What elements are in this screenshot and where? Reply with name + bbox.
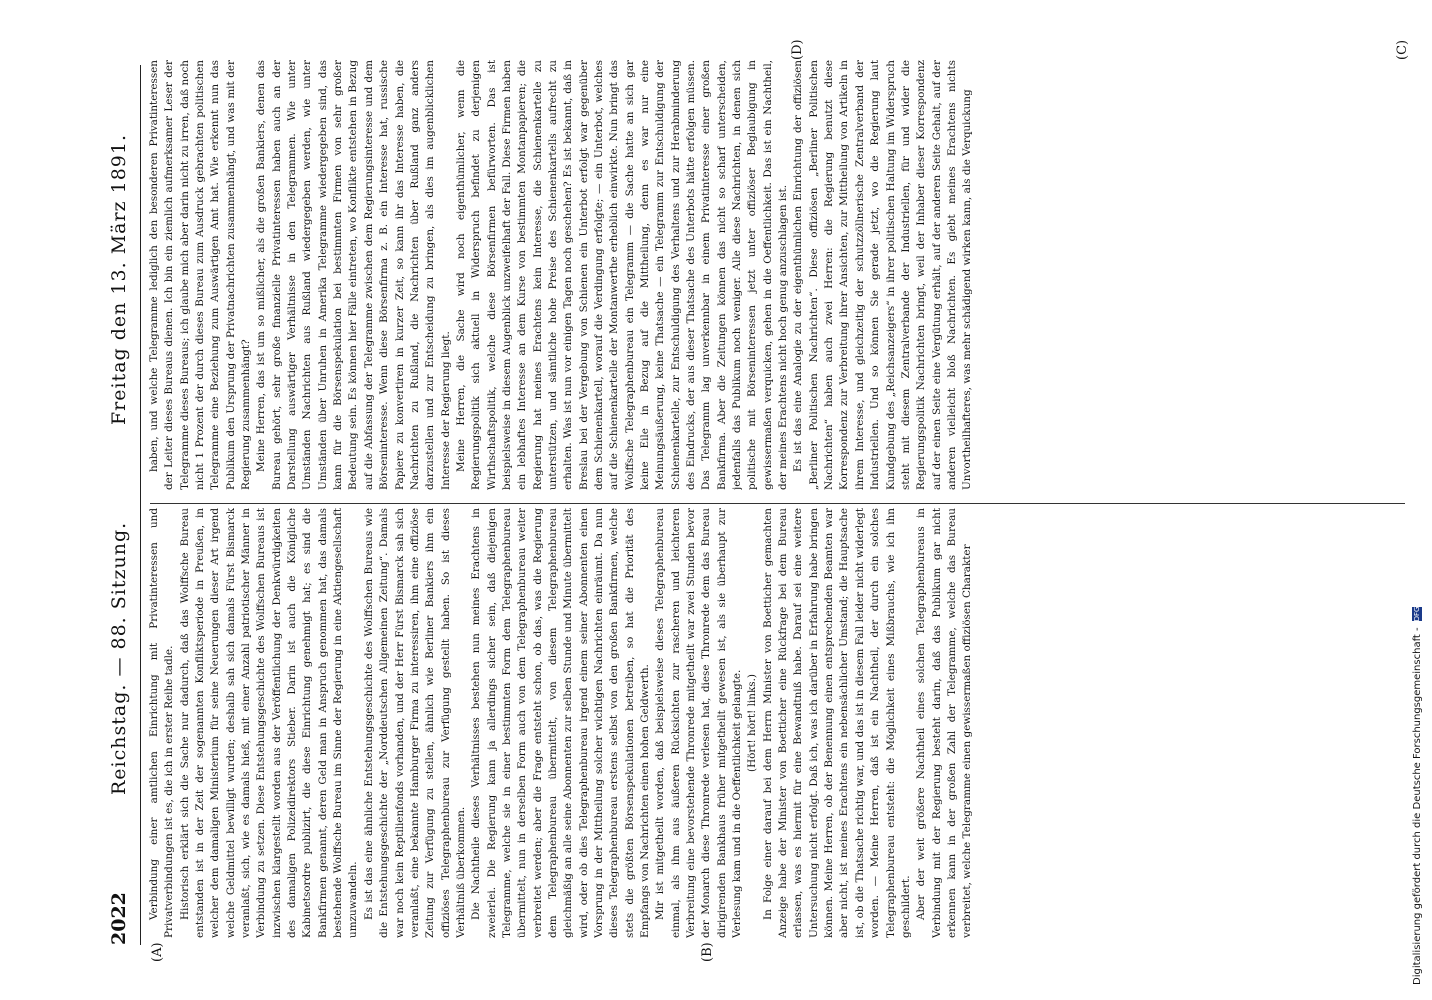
margin-marker-c: (C) <box>1395 39 1410 60</box>
header-date: Freitag den 13. März 1891. <box>108 134 130 425</box>
header-session: Reichstag. — 88. Sitzung. <box>108 521 130 795</box>
interjection: (Hört! hört! links.) <box>746 674 759 772</box>
paragraph: Es ist das eine Analogie zu der eigenthümlichen Einrichtung der offiziösen „Berliner Politischen Nachrichten“. Diese offiziösen „Berliner Politischen Nachrichten“ haben auch zwei Herren: die Regierung benutzt diese Korrespondenz zur Verbreitung ihrer Ansichten, zur Mittheilung von Artikeln in ihrem Interesse, und gleichzeitig der schutzzöllnerische Zentralverband der Industriellen. Und so können Sie gerade jetzt, wo die Regierung laut Kundgebung des „Reichsanzeigers“ in ihrer politischen Haltung im Widerspruch steht mit diesem Zentralverbande der Industriellen, für und wider die Regierungspolitik Nachrichten bringt, weil der Inhaber dieser Korrespondenz auf der einen Seite eine Vergütung erhält, auf der anderen Seite Gehalt, auf der anderen vielleicht bloß Nachrichten. Es giebt meines Erachtens nichts Unvortheilhafteres, was mehr schädigend wirken kann, als die Verquickung <box>792 60 974 490</box>
paragraph: Meine Herren, das ist um so mißlicher, als die großen Bankiers, denen das Bureau gehört, sehr große finanzielle Privatinteressen haben auch an der Darstellung auswärtiger Verhältnisse in den Telegrammen. Wie unter Umständen Nachrichten aus Rußland wiedergegeben werden, wie unter Umständen über Unruhen in Amerika Telegramme wiedergegeben sind, das kann für die Börsenspekulation bei bestimmten Firmen von sehr großer Bedeutung sein. Es können hier Fälle eintreten, wo Konflikte entstehen in Bezug auf die Abfassung der Telegramme zwischen dem Regierungsinteresse und dem Börseninteresse. Wenn diese Börsenfirma z. B. ein Interesse hat, russische Papiere zu konvertiren in kurzer Zeit, so kann ihr das Interesse haben, die Nachrichten zu Rußland, die Nachrichten über Rußland ganz anders darzustellen und zur Entscheidung zu bringen, als dies im augenblicklichen Interesse der Regierung liegt. <box>255 60 452 490</box>
footer-text: Digitalisierung gefördert durch die Deutsche Forschungsgemeinschaft - <box>1412 627 1423 985</box>
paragraph: Es ist das eine ähnliche Entstehungsgeschichte des Wolffschen Bureaus wie die Entstehungsgeschichte der „Norddeutschen Allgemeinen Zeitung“. Damals war noch kein Reptilienfonds vorhanden, und der Herr Fürst Bismarck sah sich veranlaßt, eine bekannte Hamburger Firma zu interessiren, ihm eine offiziöse Zeitung zur Verfügung zu stellen, ähnlich wie Berliner Bankiers ihm ein offiziöses Telegraphenbureau zur Verfügung gestellt haben. So ist dieses Verhältniß überkommen. <box>362 508 467 938</box>
paragraph: Verbindung einer amtlichen Einrichtung mit Privatinteressen und Privatverbindungen ist es, die ich in erster Reihe tadle. <box>148 508 176 938</box>
margin-marker-d: (D) <box>790 39 805 60</box>
paragraph: Historisch erklärt sich die Sache nur dadurch, daß das Wolffsche Bureau entstanden ist in der Zeit der sogenannten Konfliktsperiode in Preußen, in welcher dem damaligen Ministerium für seine Neuerungen dieser Art irgend welche Geldmittel bewilligt wurden; deshalb sah sich damals Fürst Bismarck veranlaßt, sich, wie es damals hieß, mit einer Anzahl patriotischer Männer in Verbindung zu setzen. Diese Entstehungsgeschichte des Wolffschen Bureaus ist inzwischen klargestellt worden aus der Veröffentlichung der Denkwürdigkeiten des damaligen Polizeidirektors Stieber. Darin ist auch die Königliche Kabinetsordre publizirt, die diese Einrichtung genehmigt hat; es sind die Bankfirmen genannt, deren Geld man in Anspruch genommen hat, das damals bestehende Wolffsche Bureau im Sinne der Regierung in eine Aktiengesellschaft umzuwandeln. <box>178 508 360 938</box>
margin-marker-a: (A) <box>150 942 165 962</box>
column-divider <box>150 503 1405 504</box>
paragraph: Meine Herren, die Sache wird noch eigenthümlicher, wenn die Regierungspolitik sich aktuell in Widerspruch befindet zu derjenigen Wirthschaftspolitik, welche diese Börsenfirmen befürworten. Das ist beispielsweise in diesem Augenblick unzweifelhaft der Fall. Diese Firmen haben ein lebhaftes Interesse an dem Kurse von bestimmten Montanpapieren; die Regierung hat meines Erachtens kein Interesse, die Schienenkartelle zu unterstützen, und sämtliche hohe Preise des Schienenkartells aufrecht zu erhalten. Was ist nun vor einigen Tagen noch geschehen? Es ist bekannt, daß in Breslau bei der Vergebung von Schienen ein Unterbot erfolgt war gegenüber dem Schienenkartell, worauf die Verdingung erfolgte; — ein Unterbot, welches auf die Schienenkartelle der Montanwerthe erheblich einwirkte. Nun bringt das Wolffsche Telegraphenbureau ein Telegramm — die Sache hatte an sich gar keine Eile in Bezug auf die Mittheilung, denn es war nur eine Meinungsäußerung, keine Thatsache — ein Telegramm zur Entschuldigung der Schienenkartelle, zur Entschuldigung des Verhaltens und zur Herabminderung des Eindrucks, der aus dieser Thatsache des Unterbots hätte erfolgen müssen. Das Telegramm lag unverkennbar in einem Privatinteresse einer großen Bankfirma. Aber die Zeitungen können das nicht so scharf unterscheiden, jedenfalls das Publikum noch weniger. Alle diese Nachrichten, in denen sich politische mit Börseninteressen jetzt unter offiziöser Beglaubigung in gewissermaßen verquicken, gehen in die Oeffentlichkeit. Das ist ein Nachtheil, der meines Erachtens nicht hoch genug anzuschlagen ist. <box>454 60 790 490</box>
right-column <box>147 60 1402 490</box>
header-rule <box>140 65 141 945</box>
page-number: 2022 <box>108 892 130 945</box>
dfg-logo: DFG <box>1413 606 1421 622</box>
paragraph: Die Nachtheile dieses Verhältnisses bestehen nun meines Erachtens in zweierlei. Die Regierung kann ja allerdings sicher sein, daß diejenigen Telegramme, welche sie in einer bestimmten Form dem Telegraphenbureau übermittelt, nun in derselben Form auch von dem Telegraphenbureau weiter verbreitet werden; aber die Frage entsteht schon, ob das, was die Regierung dem Telegraphenbureau übermittelt, von diesem Telegraphenbureau gleichmäßig an alle seine Abonnenten zur selben Stunde und Minute übermittelt wird, oder ob dies Telegraphenbureau irgend einem seiner Abonnenten einen Vorsprung in der Mittheilung solcher wichtigen Nachrichten einräumt. Da nun dieses Telegraphenbureau erstens selbst von den großen Bankfirmen, welche stets die größten Börsenspekulationen betreiben, so hat die Priorität des Empfangs von Nachrichten einen hohen Geldwerth. <box>470 508 651 938</box>
paragraph: In Folge einer darauf bei dem Herrn Minister von Boetticher gemachten Anzeige habe der Minister von Boetticher eine Rückfrage bei dem Bureau erlassen, was es hiermit für eine Bewandtniß habe. Darauf sei eine weitere Untersuchung nicht erfolgt. Daß ich, was ich darüber in Erfahrung habe bringen können. Meine Herren, ob der Benennung einen entsprechenden Beamten war aber nicht, ist meines Erachtens ein nebensächlicher Umstand; die Hauptsache ist, ob die Thatsache richtig war, und das ist in diesem Fall leider nicht widerlegt worden. — Meine Herren, daß ist ein Nachtheil, der durch ein solches Telegraphenbureau entsteht: die Möglichkeit eines Mißbrauchs, wie ich ihn geschildert. <box>761 508 912 938</box>
left-column <box>147 508 1402 938</box>
paragraph: Mir ist mitgetheilt worden, daß beispielsweise dieses Telegraphenbureau einmal, als ihm aus äußeren Rücksichten zur rascheren und leichteren Verbreitung eine bevorstehende Thronrede mitgetheilt war zwei Stunden bevor der Monarch diese Thronrede verlesen hat, diese Thronrede dem das Bureau dirigirenden Bankhaus früher mitgetheilt gewesen ist, als sie überhaupt zur Verlesung kam und in die Oeffentlichkeit gelangte. <box>654 508 744 938</box>
page-header <box>108 55 138 945</box>
margin-marker-b: (B) <box>700 942 715 962</box>
footer-credit <box>1412 85 1423 985</box>
paragraph: Aber der weit größere Nachtheil eines solchen Telegraphenbureaus in Verbindung mit der Regierung besteht darin, daß das Publikum gar nicht erkennen kann in der großen Zahl der Telegramme, welche das Bureau verbreitet, welche Telegramme einen gewissermaßen offiziösen Charakter <box>915 508 974 938</box>
paragraph: haben, und welche Telegramme lediglich den besonderen Privatinteressen der Leiter dieses Bureaus dienen. Ich bin ein ziemlich aufmerksamer Leser der Telegramme dieses Bureaus; ich glaube mich aber darin nicht zu irren, daß noch nicht 1 Prozent der durch dieses Bureau zum Ausdruck gebrachten politischen Telegramme eine Beziehung zum Auswärtigen Amt hat. Wie erkennt nun das Publikum den Ursprung der Privatnachrichten zusammenhängt, und was mit der Regierung zusammenhängt? <box>148 60 253 490</box>
